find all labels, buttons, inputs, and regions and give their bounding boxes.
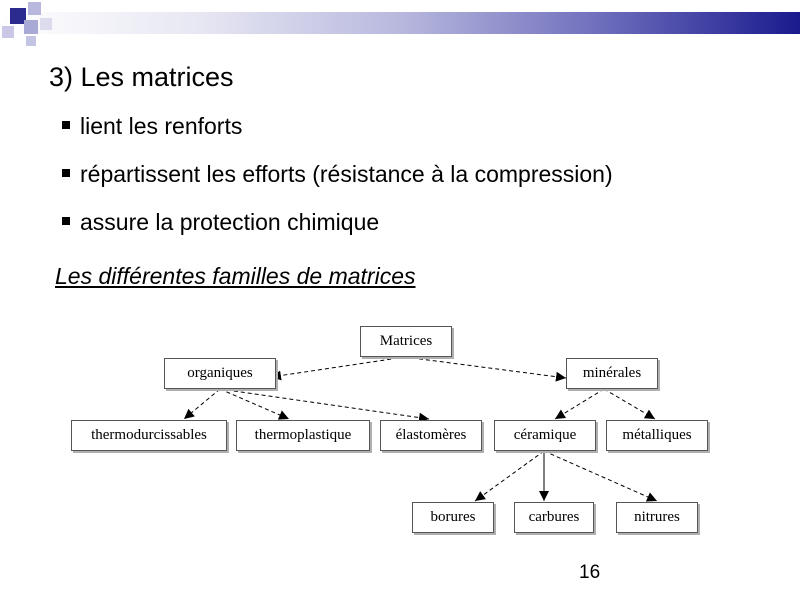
- node-ceramique: céramique: [494, 420, 596, 451]
- edge-organiques-elastomeres: [220, 389, 429, 419]
- node-nitrures: nitrures: [616, 502, 698, 533]
- edge-organiques-thermodurcissables: [184, 389, 220, 419]
- node-thermodurcissables: thermodurcissables: [71, 420, 227, 451]
- bullet-item: répartissent les efforts (résistance à la compression): [60, 160, 613, 208]
- node-borures: borures: [412, 502, 494, 533]
- node-elastomeres: élastomères: [380, 420, 482, 451]
- bullet-item: assure la protection chimique: [60, 208, 613, 256]
- node-organiques: organiques: [164, 358, 276, 389]
- page-number: 16: [579, 562, 601, 583]
- node-metalliques: métalliques: [606, 420, 708, 451]
- edge-organiques-thermoplastique: [220, 389, 289, 419]
- slide-title: 3) Les matrices: [49, 62, 234, 92]
- diagram-subtitle: Les différentes familles de matrices: [55, 263, 416, 289]
- node-minerales: minérales: [566, 358, 658, 389]
- node-carbures: carbures: [514, 502, 594, 533]
- edge-minerales-ceramique: [555, 389, 604, 419]
- edge-ceramique-borures: [475, 451, 544, 501]
- edge-matrices-organiques: [271, 357, 405, 377]
- node-thermoplastique: thermoplastique: [236, 420, 370, 451]
- edge-minerales-metalliques: [604, 389, 655, 419]
- edge-ceramique-nitrures: [544, 451, 657, 501]
- edge-matrices-minerales: [405, 357, 566, 378]
- bullet-item: lient les renforts: [60, 112, 613, 160]
- node-matrices: Matrices: [360, 326, 452, 357]
